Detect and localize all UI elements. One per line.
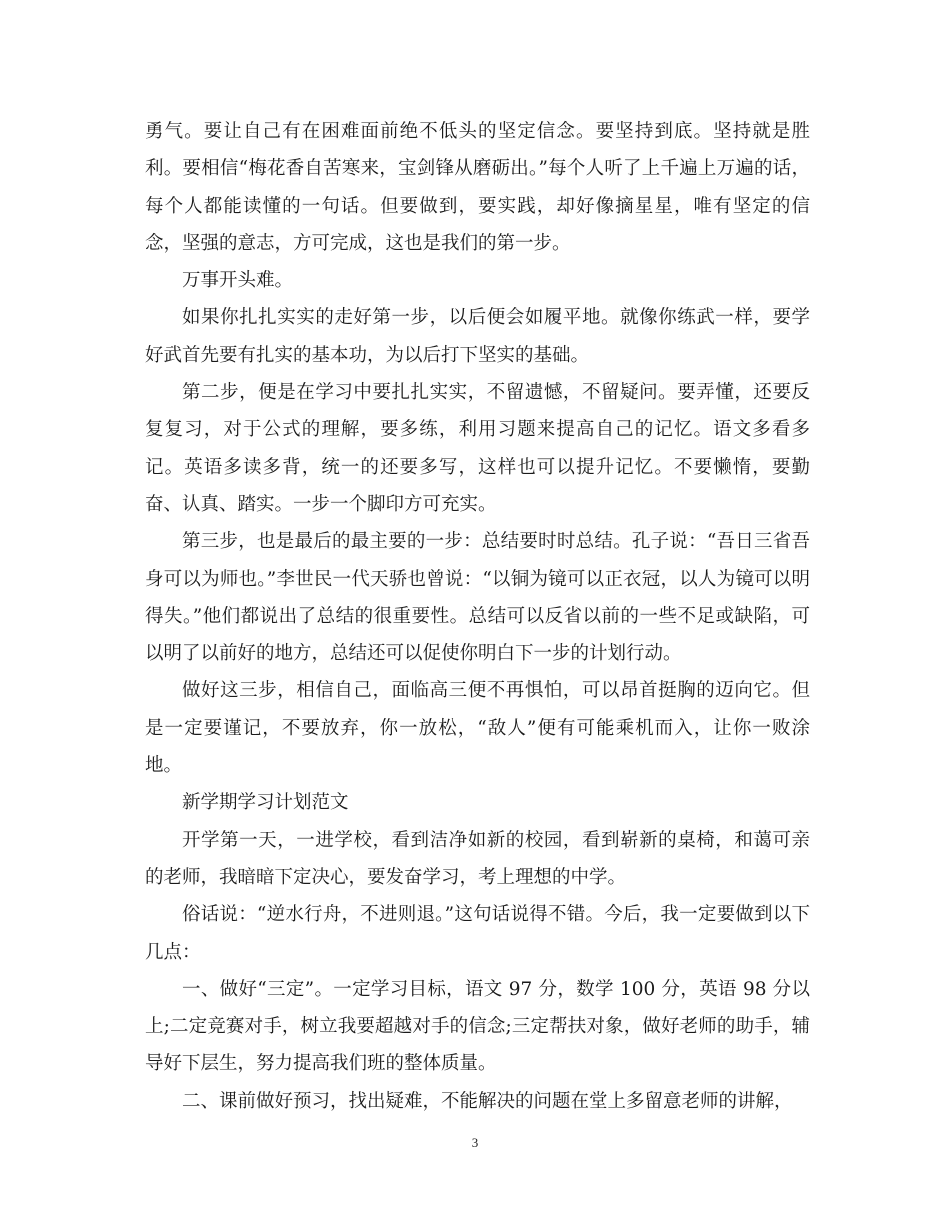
section-heading: 新学期学习计划范文: [182, 792, 349, 814]
paragraph-4: 第二步，便是在学习中要扎扎实实，不留遗憾，不留疑问。要弄懂，还要反复复习，对于公式的理解，要多练，利用习题来提高自己的记忆。语文多看多记。英语多读多背，统一的还要多写，这样也可以提升记忆。不要懒惰，要勤奋、认真、踏实。一步一个脚印方可充实。: [145, 382, 810, 515]
paragraph-2: 万事开头难。: [182, 270, 294, 292]
paragraph-11: 二、课前做好预习，找出疑难，不能解决的问题在堂上多留意老师的讲解，: [182, 1090, 793, 1112]
body-text: [145, 113, 810, 1120]
paragraph-5: 第三步，也是最后的最主要的一步：总结要时时总结。孔子说：“吾日三省吾身可以为师也。”李世民一代天骄也曾说：“以铜为镜可以正衣冠，以人为镜可以明得失。”他们都说出了总结的很重要性。总结可以反省以前的一些不足或缺陷，可以明了以前好的地方，总结还可以促使你明白下一步的计划行动。: [145, 531, 810, 665]
paragraph-10: 一、做好“三定”。一定学习目标，语文 97 分，数学 100 分，英语 98 分以上;二定竞赛对手，树立我要超越对手的信念;三定帮扶对象，做好老师的助手，辅导好下层生，努力提高我们班的整体质量。: [145, 978, 810, 1075]
paragraph-8: 开学第一天，一进学校，看到洁净如新的校园，看到崭新的桌椅，和蔼可亲的老师，我暗暗下定决心，要发奋学习，考上理想的中学。: [145, 829, 810, 888]
paragraph-1: 勇气。要让自己有在困难面前绝不低头的坚定信念。要坚持到底。坚持就是胜利。要相信“梅花香自苦寒来，宝剑锋从磨砺出。”每个人听了上千遍上万遍的话，每个人都能读懂的一句话。但要做到，要实践，却好像摘星星，唯有坚定的信念，坚强的意志，方可完成，这也是我们的第一步。: [145, 121, 810, 254]
page-number: 3: [471, 1135, 479, 1150]
paragraph-3: 如果你扎扎实实的走好第一步，以后便会如履平地。就像你练武一样，要学好武首先要有扎实的基本功，为以后打下坚实的基础。: [145, 307, 810, 366]
paragraph-6: 做好这三步，相信自己，面临高三便不再惧怕，可以昂首挺胸的迈向它。但是一定要谨记，不要放弃，你一放松，“敌人”便有可能乘机而入，让你一败涂地。: [145, 680, 810, 777]
paragraph-9: 俗话说：“逆水行舟，不进则退。”这句话说得不错。今后，我一定要做到以下几点：: [145, 904, 810, 963]
